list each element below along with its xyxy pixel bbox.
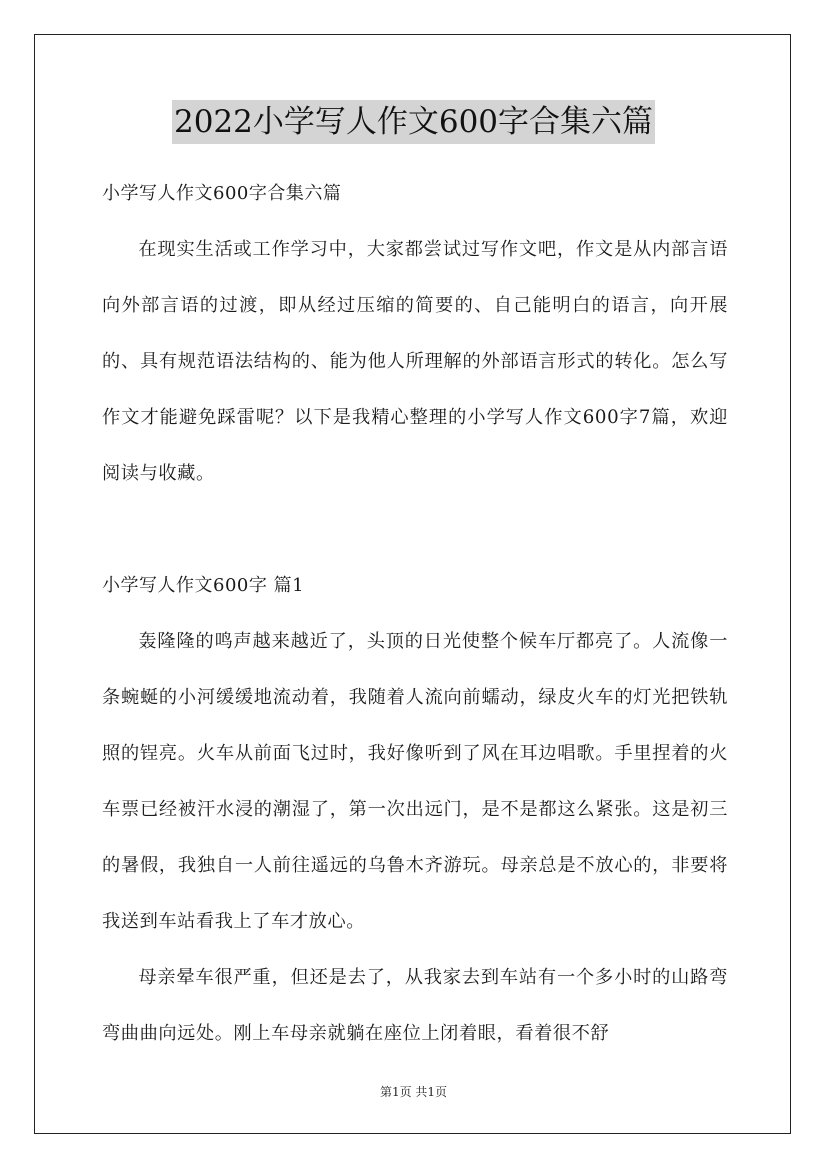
body-paragraph: 母亲晕车很严重，但还是去了，从我家去到车站有一个多小时的山路弯弯曲曲向远处。刚上车母亲就躺在座位上闭着眼，看着很不舒 xyxy=(102,967,728,1044)
section-gap xyxy=(102,502,728,558)
page-footer: 第1页 共1页 xyxy=(379,1085,448,1099)
intro-paragraph: 在现实生活或工作学习中，大家都尝试过写作文吧，作文是从内部言语向外部言语的过渡，即从经过压缩的简要的、自己能明白的语言，向开展的、具有规范语法结构的、能为他人所理解的外部语言形式的转化。怎么写作文才能避免踩雷呢？以下是我精心整理的小学写人作文600字7篇，欢迎阅读与收藏。 xyxy=(102,239,728,484)
document-subtitle: 小学写人作文600字合集六篇 xyxy=(102,183,342,204)
section-heading: 小学写人作文600字 篇1 xyxy=(102,575,305,596)
document-title: 2022小学写人作文600字合集六篇 xyxy=(172,100,655,144)
document-body xyxy=(102,166,728,1062)
body-paragraph: 轰隆隆的鸣声越来越近了，头顶的日光使整个候车厅都亮了。人流像一条蜿蜒的小河缓缓地流动着，我随着人流向前蠕动，绿皮火车的灯光把铁轨照的锃亮。火车从前面飞过时，我好像听到了风在耳边唱歌。手里捏着的火车票已经被汗水浸的潮湿了，第一次出远门，是不是都这么紧张。这是初三的暑假，我独自一人前往遥远的乌鲁木齐游玩。母亲总是不放心的，非要将我送到车站看我上了车才放心。 xyxy=(102,631,728,932)
title-container xyxy=(0,100,827,144)
